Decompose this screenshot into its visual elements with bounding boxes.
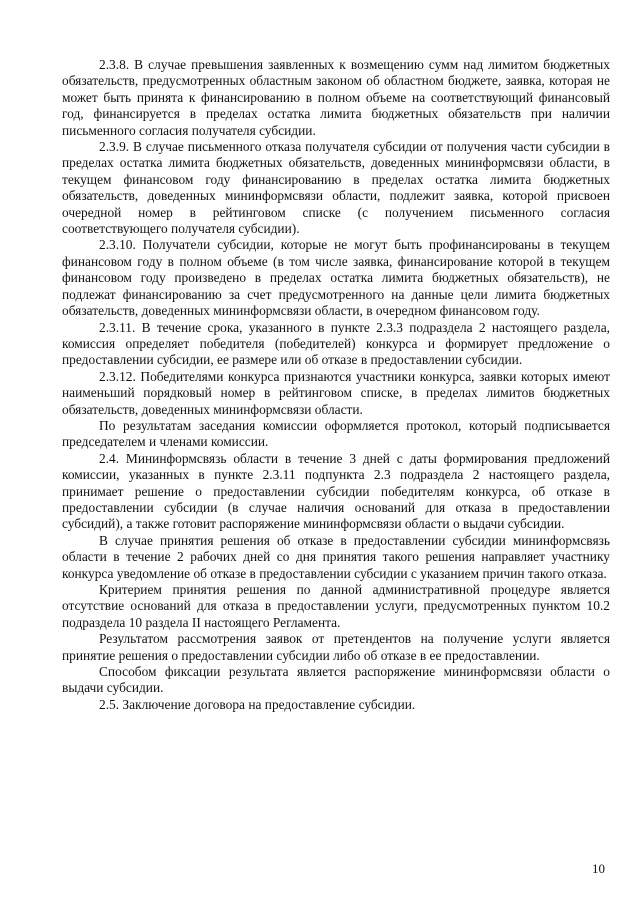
paragraph-refusal-notice: В случае принятия решения об отказе в предоставлении субсидии мининформсвязь области в течение 2 рабочих дней со дня принятия такого решения направляет участнику конкурса уведомление об отказе в предоставлении субсидии с указанием причин такого отказа.	[62, 532, 610, 581]
paragraph-decision-criterion: Критерием принятия решения по данной административной процедуре является отсутствие оснований для отказа в предоставлении услуги, предусмотренных пунктом 10.2 подраздела 10 раздела II настоящего Регламента.	[62, 582, 610, 630]
paragraph-2-3-10: 2.3.10. Получатели субсидии, которые не могут быть профинансированы в текущем финансовом году в полном объеме (в том числе заявка, финансирование которой в текущем финансовом году произведено в пределах остатка лимита бюджетных обязательств), не подлежат финансированию за счет предусмотренного на данные цели лимита бюджетных обязательств, доведенных мининформсвязи области, в очередном финансовом году.	[62, 237, 610, 319]
paragraph-2-3-11: 2.3.11. В течение срока, указанного в пункте 2.3.3 подраздела 2 настоящего раздела, комиссия определяет победителя (победителей) конкурса и формирует предложение о предоставлении субсидии, ее размере или об отказе в предоставлении субсидии.	[62, 319, 610, 368]
document-page	[62, 57, 610, 713]
page-number: 10	[592, 861, 605, 876]
paragraph-2-3-12: 2.3.12. Победителями конкурса признаются участники конкурса, заявки которых имеют наименьший порядковый номер в рейтинговом списке, в пределах лимитов бюджетных обязательств, доведенных мининформсвязи области.	[62, 368, 610, 417]
paragraph-2-3-8: 2.3.8. В случае превышения заявленных к возмещению сумм над лимитом бюджетных обязательств, предусмотренных областным законом об областном бюджете, заявка, которая не может быть принята к финансированию в полном объеме на соответствующий финансовый год, финансируется в пределах остатка лимита бюджетных обязательств при наличии письменного согласия получателя субсидии.	[62, 57, 610, 138]
paragraph-fixation-method: Способом фиксации результата является распоряжение мининформсвязи области о выдачи субсидии.	[62, 664, 610, 696]
paragraph-2-4: 2.4. Мининформсвязь области в течение 3 дней с даты формирования предложений комиссии, указанных в пункте 2.3.11 подпункта 2.3 подраздела 2 настоящего раздела, принимает решение о предоставлении субсидии победителям конкурса, об отказе в предоставлении субсидии (в случае наличия оснований для отказа в предоставлении субсидий), а также готовит распоряжение мининформсвязи области о выдачи субсидии.	[62, 450, 610, 532]
paragraph-2-3-9: 2.3.9. В случае письменного отказа получателя субсидии от получения части субсидии в пределах остатка лимита бюджетных обязательств, доведенных мининформсвязи области, в текущем финансовом году финансированию в пределах остатка лимита бюджетных обязательств, доведенных мининформсвязи области, подлежит заявка, которой присвоен очередной номер в рейтинговом списке (с получением письменного согласия соответствующего получателя субсидии).	[62, 139, 610, 237]
paragraph-review-result: Результатом рассмотрения заявок от претендентов на получение услуги является принятие решения о предоставлении субсидии либо об отказе в ее предоставлении.	[62, 631, 610, 663]
paragraph-2-5: 2.5. Заключение договора на предоставление субсидии.	[99, 696, 416, 712]
paragraph-protocol: По результатам заседания комиссии оформляется протокол, который подписывается председателем и членами комиссии.	[62, 417, 610, 450]
